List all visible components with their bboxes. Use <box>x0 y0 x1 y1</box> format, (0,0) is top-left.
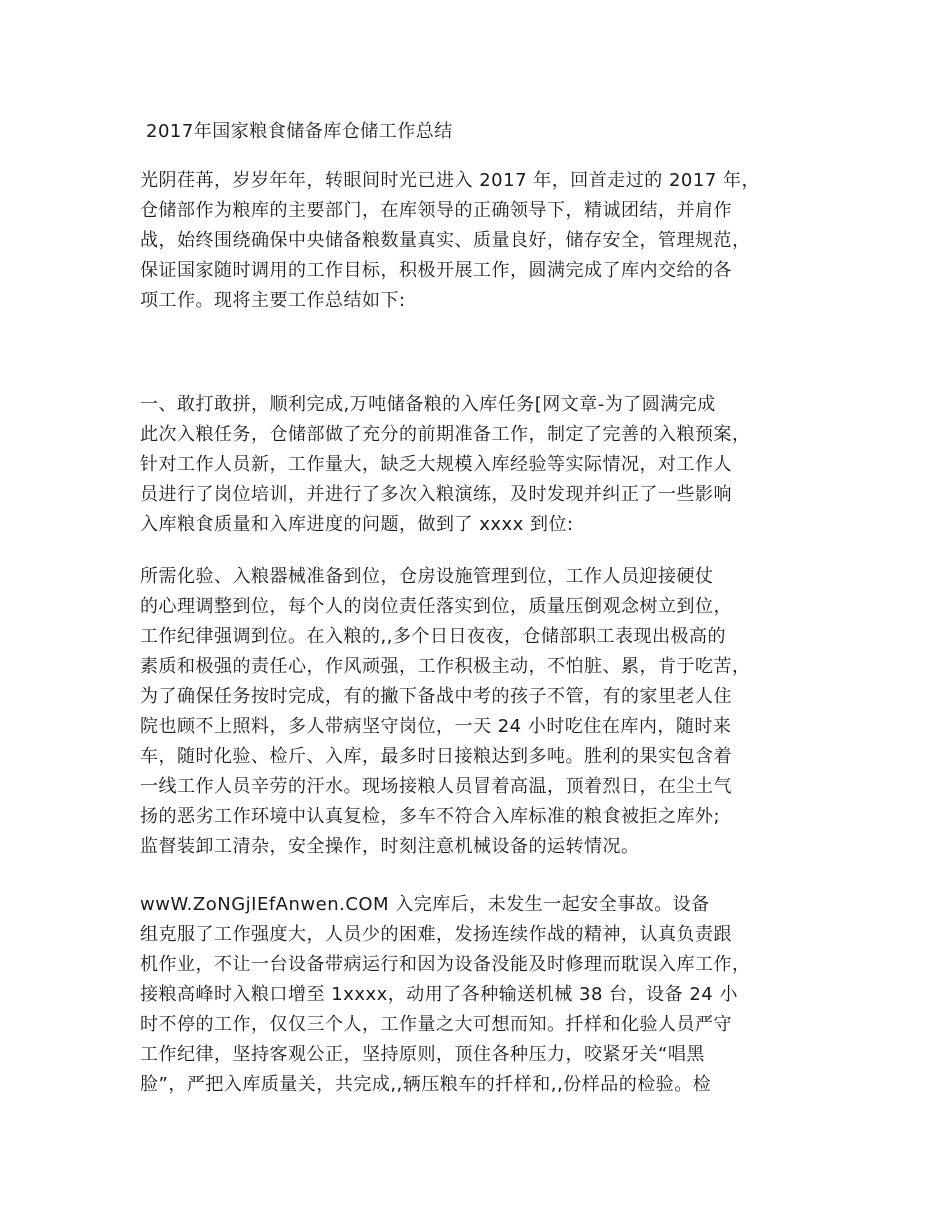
text-line: 光阴荏苒，岁岁年年，转眼间时光已进入 2017 年，回首走过的 2017 年， <box>140 170 761 191</box>
text-line: 所需化验、入粮器械准备到位，仓房设施管理到位，工作人员迎接硬仗 <box>140 566 714 587</box>
text-line: 入库粮食质量和入库进度的问题，做到了 xxxx 到位: <box>140 514 574 535</box>
text-line: 素质和极强的责任心，作风顽强，工作积极主动，不怕脏、累，肯于吃苦， <box>140 656 751 677</box>
text-line: wwW.ZoNGjIEfAnwen.COM 入完库后，未发生一起安全事故。设备 <box>140 894 710 915</box>
text-line: 时不停的工作，仅仅三个人，工作量之大可想而知。扦样和化验人员严守 <box>140 1014 732 1035</box>
paragraph-intro <box>140 166 830 316</box>
text-line: 院也顾不上照料，多人带病坚守岗位，一天 24 小时吃住在库内，随时来 <box>140 716 732 737</box>
text-line: 接粮高峰时入粮口增至 1xxxx，动用了各种输送机械 38 台，设备 24 小 <box>140 984 738 1005</box>
text-line: 工作纪律，坚持客观公正，坚持原则，顶住各种压力，咬紧牙关“唱黑 <box>140 1044 705 1065</box>
text-line: 仓储部作为粮库的主要部门，在库领导的正确领导下，精诚团结，并肩作 <box>140 200 732 221</box>
text-line: 脸”，严把入库质量关，共完成,,辆压粮车的扦样和,,份样品的检验。检 <box>140 1074 712 1095</box>
text-line: 车，随时化验、检斤、入库，最多时日接粮达到多吨。胜利的果实包含着 <box>140 746 732 767</box>
text-line: 组克服了工作强度大，人员少的困难，发扬连续作战的精神，认真负责跟 <box>140 924 732 945</box>
text-line: 的心理调整到位，每个人的岗位责任落实到位，质量压倒观念树立到位， <box>140 596 732 617</box>
text-line: 一、敢打敢拼，顺利完成,万吨储备粮的入库任务[网文章-为了圆满完成 <box>140 394 716 415</box>
text-line: 保证国家随时调用的工作目标，积极开展工作，圆满完成了库内交给的各 <box>140 260 732 281</box>
text-line: 工作纪律强调到位。在入粮的,,多个日日夜夜，仓储部职工表现出极高的 <box>140 626 726 647</box>
text-line: 扬的恶劣工作环境中认真复检，多车不符合入库标准的粮食被拒之库外; <box>140 806 721 827</box>
text-line: 此次入粮任务，仓储部做了充分的前期准备工作，制定了完善的入粮预案， <box>140 424 751 445</box>
paragraph-equipment <box>140 890 830 1100</box>
text-line: 为了确保任务按时完成，有的撇下备战中考的孩子不管，有的家里老人住 <box>140 686 732 707</box>
text-line: 针对工作人员新，工作量大，缺乏大规模入库经验等实际情况，对工作人 <box>140 454 732 475</box>
text-line: 员进行了岗位培训，并进行了多次入粮演练，及时发现并纠正了一些影响 <box>140 484 732 505</box>
text-line: 战，始终围绕确保中央储备粮数量真实、质量良好，储存安全，管理规范， <box>140 230 751 251</box>
text-line: 一线工作人员辛劳的汗水。现场接粮人员冒着高温，顶着烈日，在尘土气 <box>140 776 732 797</box>
text-line: 监督装卸工清杂，安全操作，时刻注意机械设备的运转情况。 <box>140 836 640 857</box>
paragraph-preparation <box>140 562 830 862</box>
document-title: 2017年国家粮食储备库仓储工作总结 <box>146 121 453 142</box>
text-line: 项工作。现将主要工作总结如下: <box>140 290 406 311</box>
paragraph-section-one <box>140 390 830 540</box>
text-line: 机作业，不让一台设备带病运行和因为设备没能及时修理而耽误入库工作， <box>140 954 751 975</box>
